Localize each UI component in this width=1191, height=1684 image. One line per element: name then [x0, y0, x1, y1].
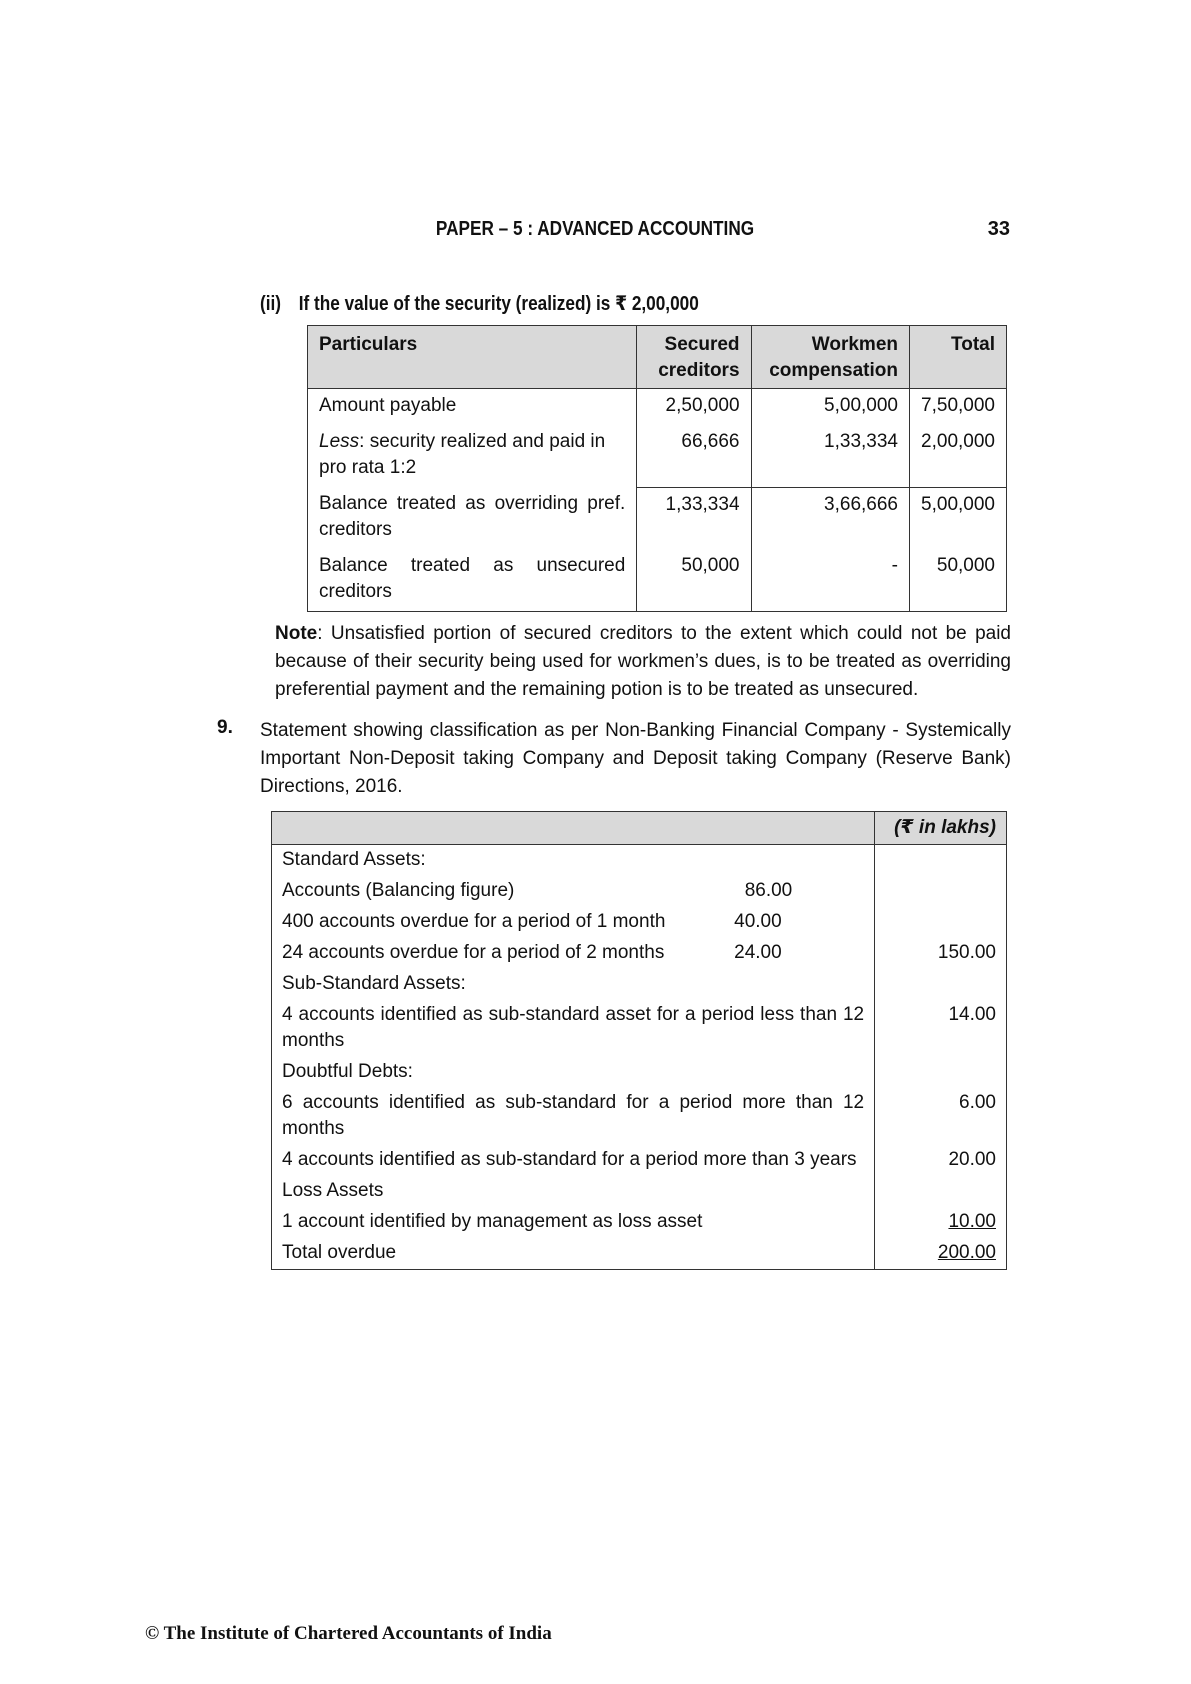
- security-realization-table: [307, 325, 1007, 612]
- row-amount: [875, 969, 1007, 1000]
- row-total: 50,000: [910, 549, 1007, 612]
- section-ii-heading-text: If the value of the security (realized) is ₹ 2,00,000: [298, 293, 699, 315]
- table-row: [272, 1145, 1007, 1176]
- table-row: [308, 549, 1007, 612]
- row-amount: 14.00: [875, 1000, 1007, 1057]
- row-text: Sub-Standard Assets:: [272, 969, 875, 1000]
- row-text: 4 accounts identified as sub-standard for a period more than 3 years: [272, 1145, 875, 1176]
- note-label: Note: [275, 623, 318, 644]
- row-sub-amount: 40.00: [734, 911, 782, 932]
- table-row: [272, 1000, 1007, 1057]
- table-row: [272, 938, 1007, 969]
- row-amount: 200.00: [875, 1238, 1007, 1270]
- row-secured: 50,000: [637, 549, 751, 612]
- row-total: 2,00,000: [910, 425, 1007, 487]
- row-text: 6 accounts identified as sub-standard for a period more than 12 months: [272, 1088, 875, 1145]
- table-row: [272, 876, 1007, 907]
- row-text: Doubtful Debts:: [272, 1057, 875, 1088]
- table-row: [272, 1088, 1007, 1145]
- row-total: 5,00,000: [910, 487, 1007, 549]
- unit-header: (₹ in lakhs): [875, 812, 1007, 845]
- page-number: 33: [987, 218, 1010, 240]
- table-row: [272, 1238, 1007, 1270]
- row-text: 24 accounts overdue for a period of 2 months 24.00: [272, 938, 875, 969]
- table-row: [308, 389, 1007, 426]
- table-row: [272, 969, 1007, 1000]
- nbfc-classification-table: [271, 811, 1007, 1270]
- row-text: 1 account identified by management as loss asset: [272, 1207, 875, 1238]
- col-header-secured-creditors: Secured creditors: [637, 326, 751, 389]
- less-label: Less: [319, 431, 360, 452]
- row-text: 400 accounts overdue for a period of 1 month 40.00: [272, 907, 875, 938]
- row-amount: 20.00: [875, 1145, 1007, 1176]
- row-text: Standard Assets:: [272, 845, 875, 877]
- row-text: Loss Assets: [272, 1176, 875, 1207]
- row-amount: 6.00: [875, 1088, 1007, 1145]
- question-9-text: Statement showing classification as per Non-Banking Financial Company - Systemically Important Non-Deposit taking Company and Deposit taking Company (Reserve Bank) Directions, 2016.: [260, 720, 1011, 797]
- row-amount: [875, 1057, 1007, 1088]
- row-sub-amount: 86.00: [744, 880, 793, 901]
- row-secured: 66,666: [637, 425, 751, 487]
- row-sub-amount: 24.00: [734, 942, 782, 963]
- table-header-row: [272, 812, 1007, 845]
- row-text: 4 accounts identified as sub-standard asset for a period less than 12 months: [272, 1000, 875, 1057]
- row-particular: Balance treated as unsecured creditors: [308, 549, 637, 612]
- row-workmen: -: [751, 549, 909, 612]
- row-amount: [875, 907, 1007, 938]
- row-amount: [875, 845, 1007, 877]
- row-secured: 2,50,000: [637, 389, 751, 426]
- col-header-total: Total: [910, 326, 1007, 389]
- row-amount: 10.00: [875, 1207, 1007, 1238]
- row-workmen: 1,33,334: [751, 425, 909, 487]
- question-9-number: 9.: [217, 717, 233, 738]
- section-ii-label: (ii): [260, 293, 282, 315]
- row-particular: Amount payable: [308, 389, 637, 426]
- row-particular: Less: security realized and paid in pro rata 1:2: [308, 425, 637, 487]
- table-header-row: [308, 326, 1007, 389]
- table-row: [272, 1057, 1007, 1088]
- blank-header-cell: [272, 812, 875, 845]
- footer-copyright: © The Institute of Chartered Accountants of India: [145, 1623, 552, 1644]
- page-header-title: PAPER – 5 : ADVANCED ACCOUNTING: [436, 218, 755, 240]
- row-secured: 1,33,334: [637, 487, 751, 549]
- table-row: [272, 907, 1007, 938]
- row-total: 7,50,000: [910, 389, 1007, 426]
- table-row: [308, 487, 1007, 549]
- table-row: [272, 845, 1007, 877]
- table-row: [272, 1176, 1007, 1207]
- table-row: [272, 1207, 1007, 1238]
- row-text: Accounts (Balancing figure) 86.00: [272, 876, 875, 907]
- row-amount: 150.00: [875, 938, 1007, 969]
- col-header-particulars: Particulars: [308, 326, 637, 389]
- row-particular: Balance treated as overriding pref. creditors: [308, 487, 637, 549]
- note-text: : Unsatisfied portion of secured creditors to the extent which could not be paid because of their security being used for workmen’s dues, is to be treated as overriding preferential payment and the remaining potion is to be treated as unsecured.: [275, 623, 1011, 700]
- row-amount: [875, 1176, 1007, 1207]
- row-text: Total overdue: [272, 1238, 875, 1270]
- row-workmen: 5,00,000: [751, 389, 909, 426]
- col-header-workmen-compensation: Workmen compensation: [751, 326, 909, 389]
- note-paragraph: [275, 620, 1011, 704]
- table-row: [308, 425, 1007, 487]
- row-amount: [875, 876, 1007, 907]
- row-workmen: 3,66,666: [751, 487, 909, 549]
- section-ii-heading: [260, 291, 770, 316]
